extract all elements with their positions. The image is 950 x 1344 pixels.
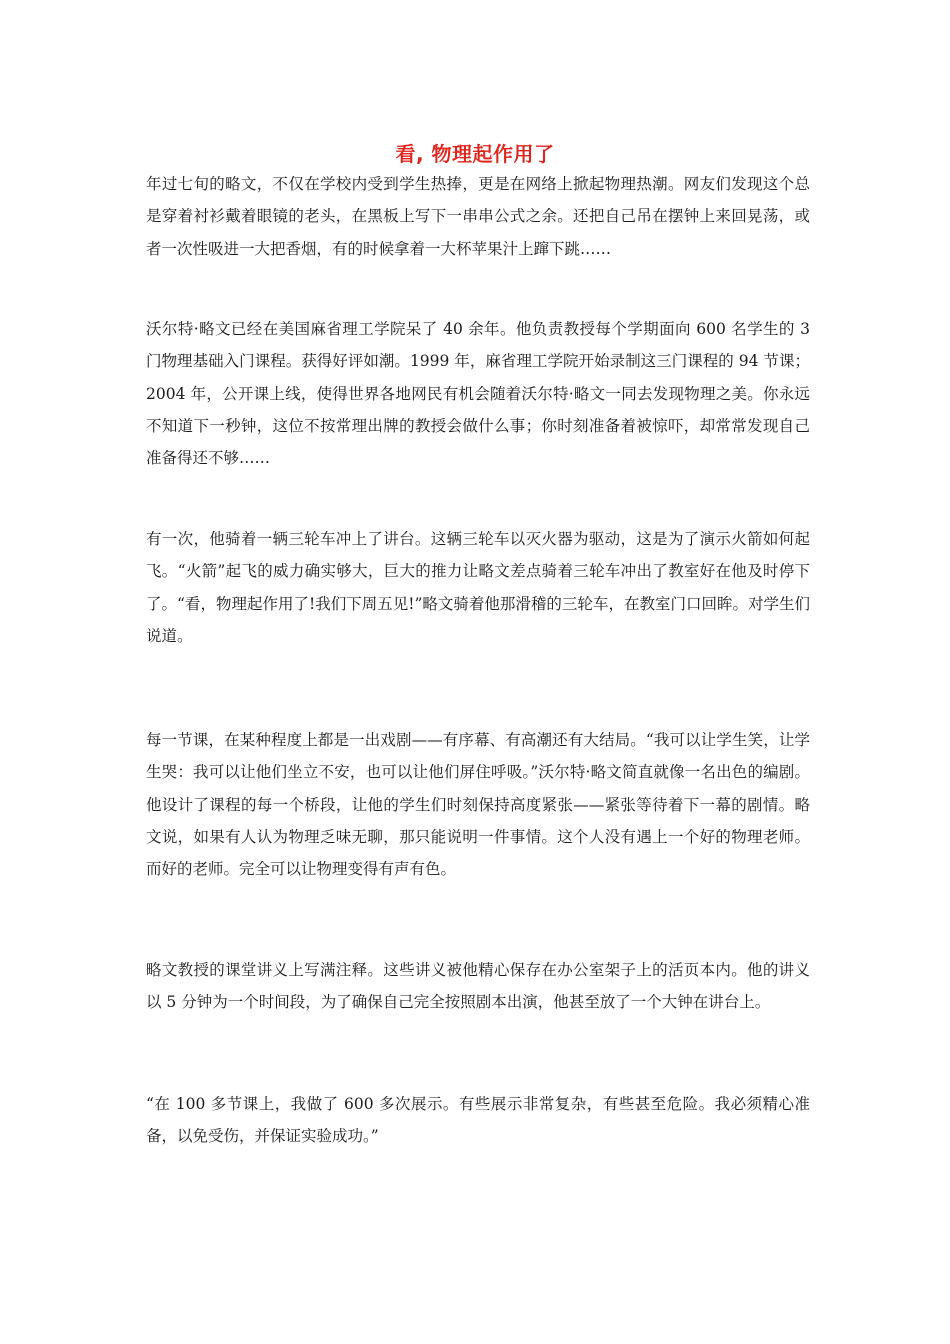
article-title: 看, 物理起作用了 (395, 142, 555, 167)
paragraph-1: 年过七旬的略文，不仅在学校内受到学生热捧，更是在网络上掀起物理热潮。网友们发现这个总是穿着衬衫戴着眼镜的老头，在黑板上写下一串串公式之余。还把自己吊在摆钟上来回晃荡，或者一次性吸进一大把香烟，有的时候拿着一大杯苹果汁上蹿下跳…… (146, 175, 810, 258)
paragraph-2: 沃尔特·略文已经在美国麻省理工学院呆了 40 余年。他负责教授每个学期面向 600 名学生的 3 门物理基础入门课程。获得好评如潮。1999 年，麻省理工学院开始录制这三门课程的 94 节课；2004 年，公开课上线，使得世界各地网民有机会随着沃尔特·略文一同去发现物理之美。你永远不知道下一秒钟，这位不按常理出牌的教授会做什么事；你时刻准备着被惊吓，却常常发现自己准备得还不够…… (146, 320, 810, 468)
paragraph-5: 略文教授的课堂讲义上写满注释。这些讲义被他精心保存在办公室架子上的活页本内。他的讲义以 5 分钟为一个时间段，为了确保自己完全按照剧本出演，他甚至放了一个大钟在讲台上。 (146, 961, 810, 1012)
paragraph-6: “在 100 多节课上，我做了 600 多次展示。有些展示非常复杂，有些甚至危险。我必须精心准备，以免受伤，并保证实验成功。” (146, 1095, 810, 1146)
paragraph-3: 有一次，他骑着一辆三轮车冲上了讲台。这辆三轮车以灭火器为驱动，这是为了演示火箭如何起飞。“火箭”起飞的威力确实够大，巨大的推力让略文差点骑着三轮车冲出了教室好在他及时停下了。“看，物理起作用了!我们下周五见!”略文骑着他那滑稽的三轮车，在教室门口回眸。对学生们说道。 (146, 530, 810, 645)
paragraph-4: 每一节课，在某种程度上都是一出戏剧——有序幕、有高潮还有大结局。“我可以让学生笑，让学生哭：我可以让他们坐立不安，也可以让他们屏住呼吸。”沃尔特·略文简直就像一名出色的编剧。他设计了课程的每一个桥段，让他的学生们时刻保持高度紧张——紧张等待着下一幕的剧情。略文说，如果有人认为物理乏味无聊，那只能说明一件事情。这个人没有遇上一个好的物理老师。而好的老师。完全可以让物理变得有声有色。 (146, 731, 810, 879)
